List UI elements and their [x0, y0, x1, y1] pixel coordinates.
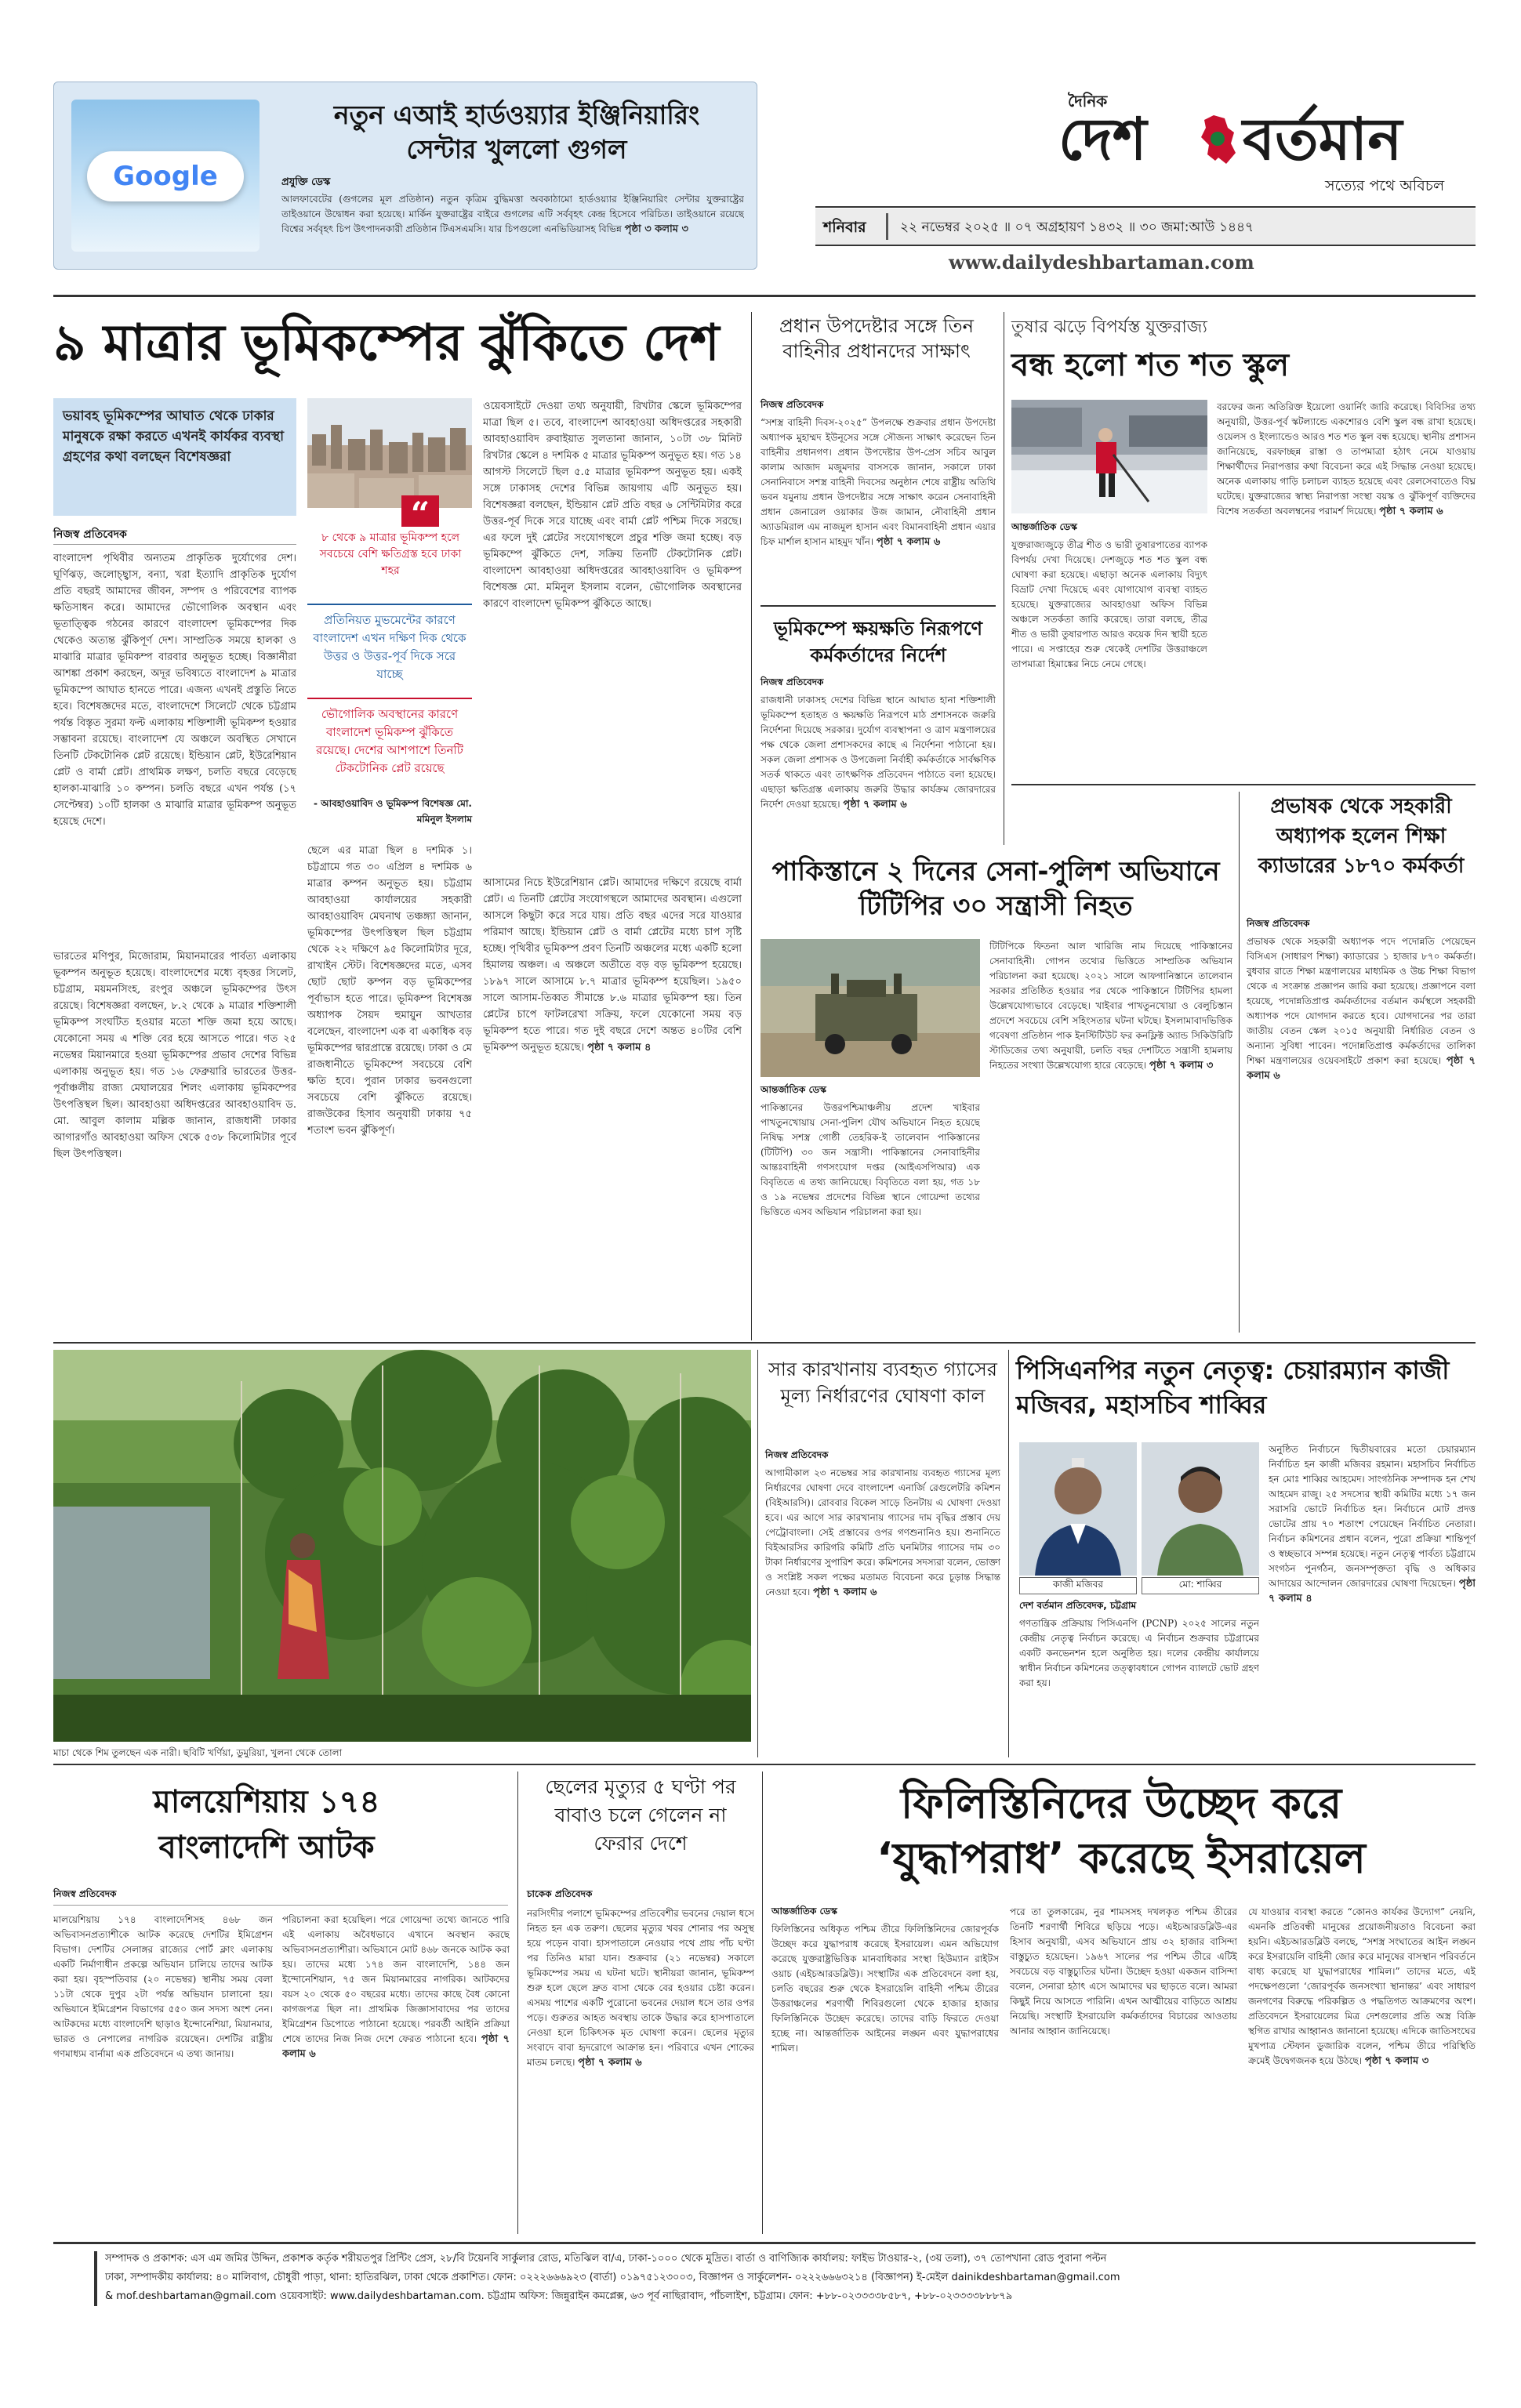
malaysia-continue[interactable]: পৃষ্ঠা ৭ কলাম ৬: [282, 2033, 510, 2060]
uk-col-1: যুক্তরাজ্যজুড়ে তীব্র শীত ও ভারী তুষারপাতের ব্যাপক বিপর্যয় দেখা দিয়েছে। দেশজুড়ে শত শত স্কুল বন্ধ ঘোষণা করা হয়েছে। এছাড়া অনেক এলাকায় বিদ্যুৎ বিভ্রাট দেখা দিয়েছে এবং যোগাযোগ ব্যবস্থা ব্যাহত হয়েছে। যুক্তরাজ্যের আবহাওয়া অফিস বিভিন্ন অঞ্চলে সতর্কতা জারি করেছে। তারা বলছে, তীব্র শীত ও ভারী তুষারপাত আরও কয়েক দিন স্থায়ী হতে পারে। এ সপ্তাহের শুরু থেকেই দেশটির উত্তরাঞ্চলে তাপমাত্রা হিমাঙ্কের নিচে নেমে গেছে।: [1011, 539, 1207, 669]
army-rule: [760, 605, 996, 607]
pcnp-col-1: গণতান্ত্রিক প্রক্রিয়ায় পিসিএনপি (PCNP) ২০২৫ সালের নতুন কেন্দ্রীয় নেতৃত্ব নির্বাচন করেছে। এ নির্বাচন শুক্রবার চট্টগ্রামের একটি কনভেনশন হলে অনুষ্ঠিত হয়। দলের কেন্দ্রীয় কার্যালয়ে স্বাধীন নির্বাচন কমিশনের তত্ত্বাবধানে গোপন ব্যালটে ভোট গ্রহণ করা হয়।: [1019, 1618, 1259, 1688]
quote-3: ভৌগোলিক অবস্থানের কারণে বাংলাদেশ ভূমিকম্প ঝুঁকিতে রয়েছে। দেশের আশপাশে তিনটি টেকটোনিক প্লেট রয়েছে: [307, 698, 472, 784]
pcnp-photo-2-label: মো: শাব্বির: [1142, 1577, 1259, 1594]
lead-continue[interactable]: পৃষ্ঠা ৭ কলাম ৪: [587, 1042, 652, 1054]
lecturer-body: প্রভাষক থেকে সহকারী অধ্যাপক পদে পদোন্নতি পেয়েছেন বিসিএস (সাধারণ শিক্ষা) ক্যাডারের ১ হাজার ৮৭০ কর্মকর্তা। বুধবার রাতে শিক্ষা মন্ত্রণালয়ের মাধ্যমিক ও উচ্চ শিক্ষা বিভাগ থেকে এ সংক্রান্ত প্রজ্ঞাপন জারি করা হয়েছে। প্রজ্ঞাপনে বলা হয়েছে, পদোন্নতিপ্রাপ্ত কর্মকর্তাদের বর্তমান কর্মস্থলে সহকারী অধ্যাপক পদে যোগদান করতে হবে। যোগদানের পর তারা জাতীয় বেতন স্কেল ২০১৫ অনুযায়ী নির্ধারিত বেতন ও অন্যান্য সুবিধা পাবেন। পদোন্নতিপ্রাপ্ত কর্মকর্তাদের তালিকা শিক্ষা মন্ত্রণালয়ের ওয়েবসাইটে প্রকাশ করা হয়েছে। পৃষ্ঠা ৭ কলাম ৬: [1247, 936, 1476, 1082]
footer-imprint: [105, 2250, 1476, 2306]
lead-divider: [751, 312, 752, 1340]
lecturer-divider: [1239, 792, 1240, 1333]
lead-col-5: আসামের নিচে ইউরেশিয়ান প্লেট। আমাদের দক্ষিণে রয়েছে বার্মা প্লেট। এ তিনটি প্লেটের সংযোগস্থলে আমাদের অবস্থান। এগুলো আসলে কিছুটা করে সরে যায়। প্রতি বছর এদের সরে যাওয়ার পরিমাণ আছে। ইন্ডিয়ান প্লেট ও বার্মা প্লেটের মধ্যে চাপ সৃষ্টি হচ্ছে। পৃথিবীর ভূমিকম্প প্রবণ তিনটি অঞ্চলের মধ্যে একটি হলো হিমালয় অঞ্চল। এ অঞ্চলে অতীতে বড় বড় ভূমিকম্প হয়েছে। ১৮৯৭ সালে আসামে ৮.৭ মাত্রার ভূমিকম্প হয়েছিল। ১৯৫০ সালে আসাম-তিব্বত সীমান্তে ৮.৬ মাত্রার ভূমিকম্প হয়। তিন প্লেটের চাপে ফাটলরেখা সক্রিয়, ফলে যেকোনো সময় বড় ভূমিকম্প হতে পারে। গত দুই বছরে দেশে অন্তত ৪০টির বেশি ভূমিকম্প অনুভূত হয়েছে। পৃষ্ঠা ৭ কলাম ৪: [483, 877, 742, 1054]
promo-body: আলফাবেটের (গুগলের মূল প্রতিষ্ঠান) নতুন কৃত্রিম বুদ্ধিমত্তা অবকাঠামো হার্ডওয়্যার ইঞ্জিনিয়ারিং সেন্টার যুক্তরাষ্ট্রের তাইওয়ানে উদ্বোধন করা হয়েছে। মার্কিন যুক্তরাষ্ট্রের বাইরে গুগলের এটি সর্ববৃহৎ কেন্দ্র হিসেবে পরিচিত। তাইওয়ানে রয়েছে বিশ্বের সর্ববৃহৎ চিপ উৎপাদনকারী প্রতিষ্ঠান টিএসএমসি। যার চিপগুলো এনভিডিয়াসহ বিভিন্ন পৃষ্ঠা ৩ কলাম ৩: [281, 194, 744, 235]
lecturer-continue[interactable]: পৃষ্ঠা ৭ কলাম ৬: [1247, 1055, 1476, 1082]
father-byline: চাকেক প্রতিবেদক: [527, 1888, 593, 1899]
snow-photo: [1011, 400, 1207, 513]
malaysia-byline-rule: [53, 1905, 508, 1906]
quake-order-headline[interactable]: ভূমিকম্পে ক্ষয়ক্ষতি নিরূপণে কর্মকর্তাদের নির্দেশ: [773, 618, 983, 666]
malaysia-byline: নিজস্ব প্রতিবেদক: [53, 1888, 117, 1899]
pcnp-photo-1: [1019, 1442, 1137, 1576]
skyline-photo: [307, 398, 472, 508]
masthead: [815, 90, 1474, 200]
map-emblem-icon: [1198, 114, 1237, 165]
top-rule: [53, 295, 1476, 297]
dateline-dates: ২২ নভেম্বর ২০২৫ ॥ ০৭ অগ্রহায়ণ ১৪৩২ ॥ ৩০ জমা:আউ ১৪৪৭: [900, 219, 1254, 235]
footer-line-1: সম্পাদক ও প্রকাশক: এস এম জমির উদ্দিন, প্রকাশক কর্তৃক শরীয়তপুর প্রিন্টিং প্রেস, ২৮/বি টয়েনবি সার্কুলার রোড, মতিঝিল বা/এ, ঢাকা-১০০০ থেকে মুদ্রিত। বার্তা ও বাণিজ্যিক কার্যালয়: ফাইভ টাওয়ার-২, (৩য় তলা), ৩৭ তোপখানা রোড পুরানা পল্টন: [105, 2253, 1107, 2265]
uk-desk: আন্তর্জাতিক ডেস্ক: [1011, 521, 1077, 532]
uk-rule: [1011, 784, 1476, 785]
palestine-headline[interactable]: ফিলিস্তিনিদের উচ্ছেদ করে ‘যুদ্ধাপরাধ’ করেছে ইসরায়েল: [877, 1779, 1366, 1883]
father-headline[interactable]: ছেলের মৃত্যুর ৫ ঘণ্টা পর বাবাও চলে গেলেন না ফেরার দেশে: [545, 1775, 736, 1855]
uk-headline[interactable]: বন্ধ হলো শত শত স্কুল: [1011, 347, 1290, 383]
fertilizer-divider: [1008, 1350, 1009, 1757]
pakistan-headline[interactable]: পাকিস্তানে ২ দিনের সেনা-পুলিশ অভিযানে টিটিপির ৩০ সন্ত্রাসী নিহত: [771, 856, 1220, 922]
palestine-col-1: ফিলিস্তিনের অধিকৃত পশ্চিম তীরে ফিলিস্তিনিদের জোরপূর্বক উচ্ছেদ করে যুদ্ধাপরাধ করেছে ইসরায়েল। এমন অভিযোগ করেছে যুক্তরাষ্ট্রভিত্তিক মানবাধিকার সংস্থা হিউম্যান রাইটস ওয়াচ (এইচআরডব্লিউ)। সংস্থাটির এক প্রতিবেদনে বলা হয়, চলতি বছরের শুরু থেকে ইসরায়েলি বাহিনী পশ্চিম তীরের উত্তরাঞ্চলের শরণার্থী শিবিরগুলো থেকে হাজার হাজার ফিলিস্তিনিকে উচ্ছেদ করেছে। তাদের বাড়ি ফিরতে দেওয়া হচ্ছে না। আন্তর্জাতিক আইনের লঙ্ঘন এবং যুদ্ধাপরাধের শামিল।: [771, 1924, 999, 2054]
pcnp-continue[interactable]: পৃষ্ঠা ৭ কলাম ৪: [1269, 1578, 1476, 1605]
pakistan-desk: আন্তর্জাতিক ডেস্ক: [760, 1084, 826, 1095]
lead-col-3: ছেলে এর মাত্রা ছিল ৪ দশমিক ১। চট্টগ্রামে গত ৩০ এপ্রিল ৪ দশমিক ৬ মাত্রার কম্পন অনুভূত হয়। চট্টগ্রাম আবহাওয়া কার্যালয়ের সহকারী আবহাওয়াবিদ মেঘনাথ তঞ্চঙ্গ্যা জানান, ভূমিকম্পের উৎপত্তিস্থল ছিল চট্টগ্রাম থেকে ২২ দক্ষিণে ৯৫ কিলোমিটার দূরে, রাখাইন স্টেট। বিশেষজ্ঞদের মতে, এসব ছোট ছোট কম্পন বড় ভূমিকম্পের পূর্বাভাস হতে পারে। ভূমিকম্প বিশেষজ্ঞ অধ্যাপক সৈয়দ হুমায়ুন আখতার বলেছেন, বাংলাদেশ এক বা একাধিক বড় ভূমিকম্পের দ্বারপ্রান্তে রয়েছে। ঢাকা ও মে রাজধানীতে ভূমিকম্পে সবচেয়ে বেশি ক্ষতি হবে। পুরান ঢাকার ভবনগুলো সবচেয়ে বেশি ঝুঁকিতে রয়েছে। রাজউকের হিসাব অনুযায়ী ঢাকায় ৭৫ শতাংশ ভবন ঝুঁকিপূর্ণ।: [307, 845, 472, 1137]
footer-bar: [94, 2251, 97, 2306]
father-divider: [762, 1772, 763, 2234]
lead-headline[interactable]: ৯ মাত্রার ভূমিকম্পের ঝুঁকিতে দেশ: [53, 314, 720, 372]
dateline: [815, 209, 1476, 245]
lead-byline-rule: [53, 544, 296, 545]
father-continue[interactable]: পৃষ্ঠা ৭ কলাম ৬: [578, 2057, 642, 2069]
footer-line-2: ঢাকা, সম্পাদকীয় কার্যালয়: ৪০ মালিবাগ, চৌধুরী পাড়া, থানা: হাতিরঝিল, ঢাকা থেকে প্রকাশিত। ফোন: ০২২২৬৬৬৯২৩ (বার্তা) ০১৯৭৫১২৩০০৩, বিজ্ঞাপন ও সার্কুলেশন- ০২২২৬৬৬৩২১৪ (বিজ্ঞাপন) ই-মেইল dainikdeshbartaman@gmail.com: [105, 2272, 1120, 2283]
farm-caption: মাচা থেকে শিম তুলছেন এক নারী। ছবিটি খর্ণিয়া, ডুমুরিয়া, খুলনা থেকে তোলা: [53, 1747, 343, 1758]
pcnp-headline[interactable]: পিসিএনপির নতুন নেতৃত্ব: চেয়ারম্যান কাজী মজিবর, মহাসচিব শাব্বির: [1016, 1355, 1450, 1420]
palestine-desk: আন্তর্জাতিক ডেস্ক: [771, 1906, 837, 1917]
promo-box[interactable]: [53, 82, 757, 270]
fertilizer-byline: নিজস্ব প্রতিবেদক: [765, 1449, 829, 1460]
pcnp-photo-2: [1142, 1442, 1259, 1576]
lead-byline: নিজস্ব প্রতিবেদক: [53, 528, 127, 541]
quake-order-body: রাজধানী ঢাকাসহ দেশের বিভিন্ন স্থানে আঘাত হানা শক্তিশালী ভূমিকম্পে হতাহত ও ক্ষয়ক্ষতি নিরূপণে মাঠ প্রশাসনকে জরুরি নির্দেশনা দিয়েছে সরকার। দুর্যোগ ব্যবস্থাপনা ও ত্রাণ মন্ত্রণালয়ের পক্ষ থেকে জেলা প্রশাসকদের কাছে এ নির্দেশনা পাঠানো হয়। সকল জেলা প্রশাসক ও উপজেলা নির্বাহী কর্মকর্তাকে সার্বক্ষণিক সতর্ক থাকতে এবং তাৎক্ষণিক প্রতিবেদন পাঠাতে বলা হয়েছে। এছাড়া ক্ষতিগ্রস্ত এলাকায় জরুরি উদ্ধার কার্যক্রম জোরদারের নির্দেশ দেওয়া হয়েছে। পৃষ্ঠা ৭ কলাম ৬: [760, 694, 996, 811]
masthead-tagline: সত্যের পথে অবিচল: [1325, 177, 1445, 194]
father-body: নরসিংদীর পলাশে ভূমিকম্পের প্রতিবেশীর ভবনের দেয়াল ধসে নিহত হন এক তরুণ। ছেলের মৃত্যুর খবর শোনার পর অসুস্থ হয়ে পড়েন বাবা। হাসপাতালে নেওয়ার পথে প্রায় পাঁচ ঘণ্টা পর তিনিও মারা যান। শুক্রবার (২১ নভেম্বর) সকালে ভূমিকম্পের সময় এ ঘটনা ঘটে। স্থানীয়রা জানান, ভূমিকম্প শুরু হলে ছেলে দ্রুত বাসা থেকে বের হওয়ার চেষ্টা করেন। এসময় পাশের একটি পুরোনো ভবনের দেয়াল ধসে তার ওপর পড়ে। গুরুতর আহত অবস্থায় তাকে উদ্ধার করে হাসপাতালে নেওয়া হলে চিকিৎসক মৃত ঘোষণা করেন। ছেলের মৃত্যুর সংবাদে বাবা হৃদরোগে আক্রান্ত হন। পরিবারে এখন শোকের মাতম চলছে। পৃষ্ঠা ৭ কলাম ৬: [527, 1908, 754, 2069]
quote-1: ৮ থেকে ৯ মাত্রার ভূমিকম্প হলে সবচেয়ে বেশি ক্ষতিগ্রস্ত হবে ঢাকা শহর: [319, 531, 462, 577]
army-truck-photo: [760, 939, 980, 1077]
footer-line-3[interactable]: & mof.deshbartaman@gmail.com ওয়েবসাইট: www.dailydeshbartaman.com. চট্টগ্রাম অফিস: জিন্নুরাইন কমপ্লেক্স, ৬৩ পূর্ব নাছিরাবাদ, পাঁচলাইশ, চট্টগ্রাম। ফোন: +৮৮-০২৩৩৩৩৮৫৮৭, +৮৮-০২৩৩৩৩৮৮৮৭৯: [105, 2290, 1013, 2302]
mid-rule: [53, 1342, 1476, 1344]
pakistan-col-2: টিটিপিকে ফিতনা আল খারিজি নাম দিয়েছে পাকিস্তানের সেনাবাহিনী। গোপন তথ্যের ভিত্তিতে সাম্প্রতিক অভিযান পরিচালনা করা হয়েছে। ২০২১ সালে আফগানিস্তানে তালেবান সরকার প্রতিষ্ঠিত হওয়ার পর থেকে পাকিস্তানে টিটিপির হামলা উল্লেখযোগ্যভাবে বেড়েছে। খাইবার পাখতুনখোয়া ও বেলুচিস্তান প্রদেশে সবচেয়ে বেশি সহিংসতার ঘটনা ঘটছে। ইসলামাবাদভিত্তিক গবেষণা প্রতিষ্ঠান পাক ইনস্টিটিউট ফর কনফ্লিক্ট অ্যান্ড সিকিউরিটি স্টাডিজের তথ্য অনুযায়ী, চলতি বছর দেশটিতে সন্ত্রাসী হামলায় নিহতের সংখ্যা উল্লেখযোগ্য হারে বেড়েছে। পৃষ্ঠা ৭ কলাম ৩: [989, 941, 1232, 1072]
lead-col-2: ভারতের মণিপুর, মিজোরাম, মিয়ানমারের পার্বত্য এলাকায় ভূকম্পন অনুভূত হয়েছে। বাংলাদেশের মধ্যে বৃহত্তর সিলেট, চট্টগ্রাম, ময়মনসিংহ, রংপুর অঞ্চলে ভূমিকম্পের উৎস রয়েছে। বিশেষজ্ঞরা বলছেন, ৮.২ থেকে ৯ মাত্রার শক্তিশালী ভূমিকম্প সংঘটিত হওয়ার মতো শক্তি জমা হয়ে আছে। যেকোনো সময় এ শক্তি বের হয়ে আসতে পারে। গত ২৫ নভেম্বর মিয়ানমারে হওয়া ভূমিকম্পের প্রভাব দেশের বিভিন্ন এলাকায় অনুভূত হয়। গত ১৬ ফেব্রুয়ারি ভারতের উত্তর-পূর্বাঞ্চলীয় রাজ্য মেঘালয়ের শিলং এলাকায় ভূমিকম্পের উৎপত্তিস্থল ছিল। আবহাওয়া অধিদপ্তরের আবহাওয়াবিদ ড. মো. আবুল কালাম মল্লিক জানান, রাজধানী ঢাকার আগারগাঁও আবহাওয়া অফিস থেকে ৫৩৮ কিলোমিটার পূর্বে ছিল উৎপত্তিস্থল।: [53, 951, 296, 1160]
dateline-rule: [815, 245, 1476, 246]
masthead-prefix: দৈনিক: [1068, 92, 1108, 111]
pcnp-byline: দেশ বর্তমান প্রতিবেদক, চট্টগ্রাম: [1019, 1600, 1137, 1611]
army-byline: নিজস্ব প্রতিবেদক: [760, 399, 824, 410]
promo-headline[interactable]: নতুন এআই হার্ডওয়্যার ইঞ্জিনিয়ারিং সেন্টার খুললো গুগল: [333, 100, 700, 165]
masthead-name-right: বর্তমান: [1243, 106, 1403, 173]
google-logo-tile: [71, 100, 260, 252]
footer-rule: [53, 2242, 1476, 2244]
quote-box: [307, 495, 472, 589]
dateline-sep: [886, 213, 888, 240]
lead-col-1: বাংলাদেশ পৃথিবীর অন্যতম প্রাকৃতিক দুর্যোগের দেশ। ঘূর্ণিঝড়, জলোচ্ছ্বাস, বন্যা, খরা ইত্যাদি প্রাকৃতিক দুর্যোগ প্রতি বছরই আমাদের জীবন, সম্পদ ও পরিবেশের ব্যাপক ক্ষতিসাধন করে। আমাদের ভৌগোলিক অবস্থান এবং ভূতাত্ত্বিক গঠনের কারণে বাংলাদেশ ভূমিকম্পের দিক থেকেও অত্যন্ত ঝুঁকিপূর্ণ দেশ। সাম্প্রতিক সময়ে হালকা ও মাঝারি মাত্রার ভূমিকম্প বারবার অনুভূত হচ্ছে। বিজ্ঞানীরা আশঙ্কা প্রকাশ করছেন, অদূর ভবিষ্যতে বাংলাদেশ ৯ মাত্রার ভূমিকম্পে আঘাত হানতে পারে। এজন্য এখনই প্রস্তুতি নিতে হবে। বিশেষজ্ঞদের মতে, বাংলাদেশে সিলেটে থেকে চট্টগ্রাম পর্যন্ত বিস্তৃত সুরমা ফল্ট এলাকায় শক্তিশালী ভূমিকম্প হওয়ার সম্ভাবনা রয়েছে। বাংলাদেশ যে অঞ্চলে অবস্থিত সেখানে তিনটি টেকটোনিক প্লেট রয়েছে। ইন্ডিয়ান প্লেট, ইউরেশিয়ান প্লেট ও বার্মা প্লেট। প্রাথমিক লক্ষণ, চলতি বছরে বেড়েছে হালকা-মাঝারি ১০ কম্পন। চলতি বছরে এখন পর্যন্ত (১৭ সেপ্টেম্বর) ১০টি হালকা ও মাঝারি মাত্রার ভূমিকম্প অনুভূত হয়েছে দেশে।: [53, 553, 296, 828]
malaysia-divider: [517, 1772, 518, 2234]
uk-continue[interactable]: পৃষ্ঠা ৭ কলাম ৬: [1379, 506, 1443, 517]
malaysia-col-2: পরিচালনা করা হয়েছিল। পরে গোয়েন্দা তথ্যে জানতে পারি এই এলাকায় অবৈধভাবে এখানে অবস্থান করছে অভিবাসনপ্রত্যাশীরা। অভিযানে মোট ৪৬৮ জনকে আটক করা হয়। তাদের মধ্যে ১৭৪ জন বাংলাদেশি, ১৪৪ জন ইন্দোনেশিয়ান, ৭৫ জন মিয়ানমারের নাগরিক। আটকদের বয়স ২০ থেকে ৫০ বছরের মধ্যে। তাদের কাছে বৈধ কোনো কাগজপত্র ছিল না। প্রাথমিক জিজ্ঞাসাবাদের পর তাদের ইমিগ্রেশন ডিপোতে পাঠানো হয়েছে। পরবর্তী আইনি প্রক্রিয়া শেষে তাদের নিজ নিজ দেশে ফেরত পাঠানো হবে। পৃষ্ঠা ৭ কলাম ৬: [282, 1914, 510, 2060]
website-url[interactable]: www.dailydeshbartaman.com: [949, 251, 1254, 274]
palestine-col-3: যে যাওয়ার ব্যবস্থা করতে “কোনও কার্যকর উদ্যোগ” নেয়নি, এমনকি প্রতিবন্ধী মানুষের প্রয়োজনীয়তাও বিবেচনা করা হয়নি। এইচআরডব্লিউ বলছে, “সশস্ত্র সংঘাতের আইন লঙ্ঘন করে ইসরায়েলি বাহিনী জোর করে মানুষের বাসস্থান পরিবর্তনে বাধ্য করেছে যা যুদ্ধাপরাধের শামিল।” তাদের মতে, এই পদক্ষেপগুলো ‘জোরপূর্বক জনসংখ্যা স্থানান্তর’ এবং সাধারণ জনগণের বিরুদ্ধে পরিকল্পিত ও পদ্ধতিগত আক্রমণের অংশ। প্রতিবেদনে ইসরায়েলের মিত্র দেশগুলোর প্রতি অস্ত্র বিক্রি স্থগিত রাখার আহ্বানও জানানো হয়েছে। এদিকে জাতিসংঘের মুখপাত্র স্টেফান ডুজারিক বলেন, পশ্চিম তীরে পরিস্থিতি ক্রমেই উদ্বেগজনক হয়ে উঠছে। পৃষ্ঠা ৭ কলাম ৩: [1248, 1906, 1476, 2067]
farm-photo: [53, 1350, 751, 1742]
lead-deck: ভয়াবহ ভূমিকম্পের আঘাত থেকে ঢাকার মানুষকে রক্ষা করতে এখনই কার্যকর ব্যবস্থা গ্রহণের কথা বলছেন বিশেষজ্ঞরা: [53, 398, 296, 516]
pcnp-photo-1-label: কাজী মজিবর: [1019, 1577, 1137, 1594]
pakistan-continue[interactable]: পৃষ্ঠা ৭ কলাম ৩: [1149, 1060, 1214, 1072]
promo-desk: প্রযুক্তি ডেস্ক: [281, 176, 331, 188]
pcnp-col-2: অনুষ্ঠিত নির্বাচনে দ্বিতীয়বারের মতো চেয়ারম্যান নির্বাচিত হন কাজী মজিবর রহমান। মহাসচিব নির্বাচিত হন মোঃ শাব্বির আহমেদ। সাংগঠনিক সম্পাদক হন শেখ আহমেদ রাজু। ২৫ সদস্যের স্থায়ী কমিটির মধ্যে ১৭ জন সরাসরি ভোটে নির্বাচিত হন। নির্বাচনে মোট প্রদত্ত ভোটের প্রায় ৭০ শতাংশ পেয়েছেন নির্বাচিত নেতারা। নির্বাচন কমিশনের প্রধান বলেন, পুরো প্রক্রিয়া শান্তিপূর্ণ ও স্বচ্ছভাবে সম্পন্ন হয়েছে। নতুন নেতৃত্ব পার্বত্য চট্টগ্রামে সংগঠন পুনর্গঠন, জনসম্পৃক্ততা বৃদ্ধি ও অধিকার আদায়ের আন্দোলন জোরদারের ঘোষণা দিয়েছেন। পৃষ্ঠা ৭ কলাম ৪: [1269, 1444, 1476, 1605]
uk-col-2: বরফের জন্য অতিরিক্ত ইয়েলো ওয়ার্নিং জারি করেছে। বিবিসির তথ্য অনুযায়ী, উত্তর-পূর্ব স্কটল্যান্ডে একশোরও বেশি স্কুল বন্ধ রাখা হয়েছে। ওয়েলস ও ইংল্যান্ডেও আরও শত শত স্কুল বন্ধ হয়েছে। স্থানীয় প্রশাসন জানিয়েছে, বরফাচ্ছন্ন রাস্তা ও তাপমাত্রা হঠাৎ নেমে যাওয়ায় শিক্ষার্থীদের নিরাপত্তার কথা বিবেচনা করে এই সিদ্ধান্ত নেওয়া হয়েছে। অনেক এলাকায় গাড়ি চলাচল ব্যাহত হয়েছে এবং রেলসেবাতেও বিঘ্ন ঘটেছে। যুক্তরাজ্যের স্বাস্থ্য নিরাপত্তা সংস্থা বয়স্ক ও ঝুঁকিপূর্ণ ব্যক্তিদের বিশেষ সতর্কতা অবলম্বনের পরামর্শ দিয়েছে। পৃষ্ঠা ৭ কলাম ৬: [1217, 401, 1476, 517]
quote-mark-icon: “: [401, 495, 439, 527]
promo-continue[interactable]: পৃষ্ঠা ৩ কলাম ৩: [624, 223, 688, 235]
fertilizer-continue[interactable]: পৃষ্ঠা ৭ কলাম ৬: [813, 1587, 877, 1598]
quake-order-continue[interactable]: পৃষ্ঠা ৭ কলাম ৬: [843, 799, 907, 811]
masthead-rule: [815, 206, 1476, 208]
fertilizer-body: আগামীকাল ২৩ নভেম্বর সার কারখানায় ব্যবহৃত গ্যাসের মূল্য নির্ধারণের ঘোষণা দেবে বাংলাদেশ এনার্জি রেগুলেটরি কমিশন (বিইআরসি)। রোববার বিকেল সাড়ে তিনটায় এ ঘোষণা দেওয়া হবে। এর আগে সার কারখানায় গ্যাসের দাম বৃদ্ধির প্রস্তাব দেয় পেট্রোবাংলা। সেই প্রস্তাবের ওপর গণশুনানিও হয়। শুনানিতে বিইআরসির কারিগরি কমিটি প্রতি ঘনমিটার গ্যাসের দাম ৩০ টাকা নির্ধারণের সুপারিশ করে। কমিশনের সদস্যরা বলেন, ভোক্তা ও সংশ্লিষ্ট সকল পক্ষের মতামত বিবেচনা করে চূড়ান্ত সিদ্ধান্ত নেওয়া হবে। পৃষ্ঠা ৭ কলাম ৬: [765, 1467, 1000, 1598]
palestine-col-2: পরে তা তুলকারেম, নুর শামসসহ দখলকৃত পশ্চিম তীরের তিনটি শরণার্থী শিবিরে ছড়িয়ে পড়ে। এইচআরডব্লিউ-এর হিসাব অনুযায়ী, এসব অভিযানে প্রায় ৩২ হাজার বাসিন্দা বাস্তুচ্যুত হয়েছেন। ১৯৬৭ সালের পর পশ্চিম তীরে এটিই সবচেয়ে বড় বাস্তুচ্যুতির ঘটনা। উচ্ছেদ হওয়া একজন বাসিন্দা বলেন, সেনারা হঠাৎ এসে আমাদের ঘর ছাড়তে বলে। আমরা কিছুই নিয়ে আসতে পারিনি। এখন আত্মীয়ের বাড়িতে আশ্রয় নিয়েছি। সংস্থাটি ইসরায়েলি কর্মকর্তাদের বিচারের আওতায় আনার আহ্বান জানিয়েছে।: [1010, 1906, 1237, 2036]
quote-source: - আবহাওয়াবিদ ও ভূমিকম্প বিশেষজ্ঞ মো. মমিনুল ইসলাম: [313, 798, 472, 825]
dateline-day: শনিবার: [823, 219, 866, 236]
lower-rule: [53, 1764, 1476, 1765]
malaysia-headline[interactable]: মালয়েশিয়ায় ১৭৪ বাংলাদেশি আটক: [153, 1784, 380, 1866]
quote-2: প্রতিনিয়ত মুভমেন্টের কারণে বাংলাদেশ এখন দক্ষিণ দিক থেকে উত্তর ও উত্তর-পূর্ব দিকে সরে যাচ্ছে: [307, 604, 472, 690]
army-headline[interactable]: প্রধান উপদেষ্টার সঙ্গে তিন বাহিনীর প্রধানদের সাক্ষাৎ: [779, 315, 974, 362]
fertilizer-headline[interactable]: সার কারখানায় ব্যবহৃত গ্যাসের মূল্য নির্ধারণের ঘোষণা কাল: [768, 1358, 997, 1407]
lead-col-4: ওয়েবসাইটে দেওয়া তথ্য অনুযায়ী, রিখটার স্কেলে ভূমিকম্পের মাত্রা ছিল ৫। তবে, বাংলাদেশ আবহাওয়া অধিদপ্তরের সহকারী আবহাওয়াবিদ রুবাইয়াত সুলতানা জানান, ১০টা ৩৮ মিনিট রিখটার স্কেলে ৪ দশমিক ৫ মাত্রার ভূমিকম্প অনুভূত হয়। গত ১৪ আগস্ট সিলেটে ছিল ৫.৫ মাত্রার ভূমিকম্প অনুভূত হয়। একই সঙ্গে ঢাকাসহ দেশের বিভিন্ন জায়গায় এটি অনুভূত হয়। বিশেষজ্ঞরা বলছেন, ইন্ডিয়ান প্লেট প্রতি বছর ৬ সেন্টিমিটার করে উত্তর-পূর্ব দিকে সরে যাচ্ছে এবং বার্মা প্লেট পশ্চিম দিকে সরছে। এর ফলে দুই প্লেটের সংযোগস্থলে প্রচুর শক্তি জমা হচ্ছে। বড় ভূমিকম্পে ঝুঁকিতে দেশ, সক্রিয় তিনটি টেকটোনিক প্লেট। বাংলাদেশ আবহাওয়া অধিদপ্তরের আবহাওয়াবিদ ও ভূমিকম্প বিশেষজ্ঞ মো. মমিনুল ইসলাম বলেন, ভৌগোলিক অবস্থানের কারণে বাংলাদেশ ভূমিকম্প ঝুঁকিতে আছে।: [483, 401, 742, 610]
lecturer-byline: নিজস্ব প্রতিবেদক: [1247, 918, 1310, 929]
pakistan-col-1: পাকিস্তানের উত্তরপশ্চিমাঞ্চলীয় প্রদেশ খাইবার পাখতুনখোয়ায় সেনা-পুলিশ যৌথ অভিযানে নিহত হয়েছে নিষিদ্ধ সশস্ত্র গোষ্ঠী তেহরিক-ই তালেবান পাকিস্তানের (টিটিপি) ৩০ জন সন্ত্রাসী। পাকিস্তানের সেনাবাহিনীর আন্তঃবাহিনী গণসংযোগ দপ্তর (আইএসপিআর) এক বিবৃতিতে এ তথ্য জানিয়েছে। বিবৃতিতে বলা হয়, গত ১৮ ও ১৯ নভেম্বর প্রদেশের বিভিন্ন স্থানে গোয়েন্দা তথ্যের ভিত্তিতে এসব অভিযান পরিচালনা করা হয়।: [760, 1102, 980, 1217]
farm-divider: [757, 1350, 758, 1757]
army-body: “সশস্ত্র বাহিনী দিবস-২০২৫” উপলক্ষে শুক্রবার প্রধান উপদেষ্টা অধ্যাপক মুহাম্মদ ইউনূসের সঙ্গে সৌজন্য সাক্ষাৎ করেছেন তিন বাহিনীর প্রধানগণ। প্রধান উপদেষ্টার উপ-প্রেস সচিব আবুল কালাম আজাদ মজুমদার বাসসকে জানান, সকালে ঢাকা সেনানিবাসে সশস্ত্র বাহিনী দিবসের অনুষ্ঠান শেষে রাষ্ট্রীয় অতিথি ভবন যমুনায় প্রধান উপদেষ্টার সঙ্গে সাক্ষাৎ করেন সেনাবাহিনী প্রধান জেনারেল ওয়াকার উজ জামান, নৌবাহিনী প্রধান অ্যাডমিরাল এম নাজমুল হাসান এবং বিমানবাহিনী প্রধান এয়ার চিফ মার্শাল হাসান মাহমুদ খাঁন। পৃষ্ঠা ৭ কলাম ৬: [760, 417, 996, 548]
uk-kicker: তুষার ঝড়ে বিপর্যস্ত যুক্তরাজ্য: [1011, 317, 1207, 337]
quake-order-byline: নিজস্ব প্রতিবেদক: [760, 676, 824, 687]
army-continue[interactable]: পৃষ্ঠা ৭ কলাম ৬: [877, 536, 941, 548]
palestine-continue[interactable]: পৃষ্ঠা ৭ কলাম ৩: [1364, 2055, 1429, 2067]
masthead-name-left: দেশ: [1058, 106, 1147, 173]
lecturer-headline[interactable]: প্রভাষক থেকে সহকারী অধ্যাপক হলেন শিক্ষা ক্যাডারের ১৮৭০ কর্মকর্তা: [1258, 795, 1465, 878]
malaysia-col-1: মালয়েশিয়ায় ১৭৪ বাংলাদেশিসহ ৪৬৮ জন অভিবাসনপ্রত্যাশীকে আটক করেছে দেশটির ইমিগ্রেশন বিভাগ। দেশটির সেলাঙ্গর রাজ্যের পোর্ট ক্লাং এলাকায় একটি নির্মাণাধীন প্রকল্পে অভিযান চালিয়ে তাদের আটক করা হয়। বৃহস্পতিবার (২০ নভেম্বর) স্থানীয় সময় বেলা ১১টা থেকে দুপুর ২টা পর্যন্ত অভিযান চালানো হয়। অভিযানে ইমিগ্রেশন বিভাগের ৫৫০ জন সদস্য অংশ নেন। আটকদের মধ্যে বাংলাদেশি ছাড়াও ইন্দোনেশিয়া, মিয়ানমার, ভারত ও নেপালের নাগরিক রয়েছেন। দেশটির রাষ্ট্রীয় গণমাধ্যম বার্নামা এক প্রতিবেদনে এ তথ্য জানায়।: [53, 1914, 273, 2059]
google-logo: Google: [87, 151, 244, 201]
